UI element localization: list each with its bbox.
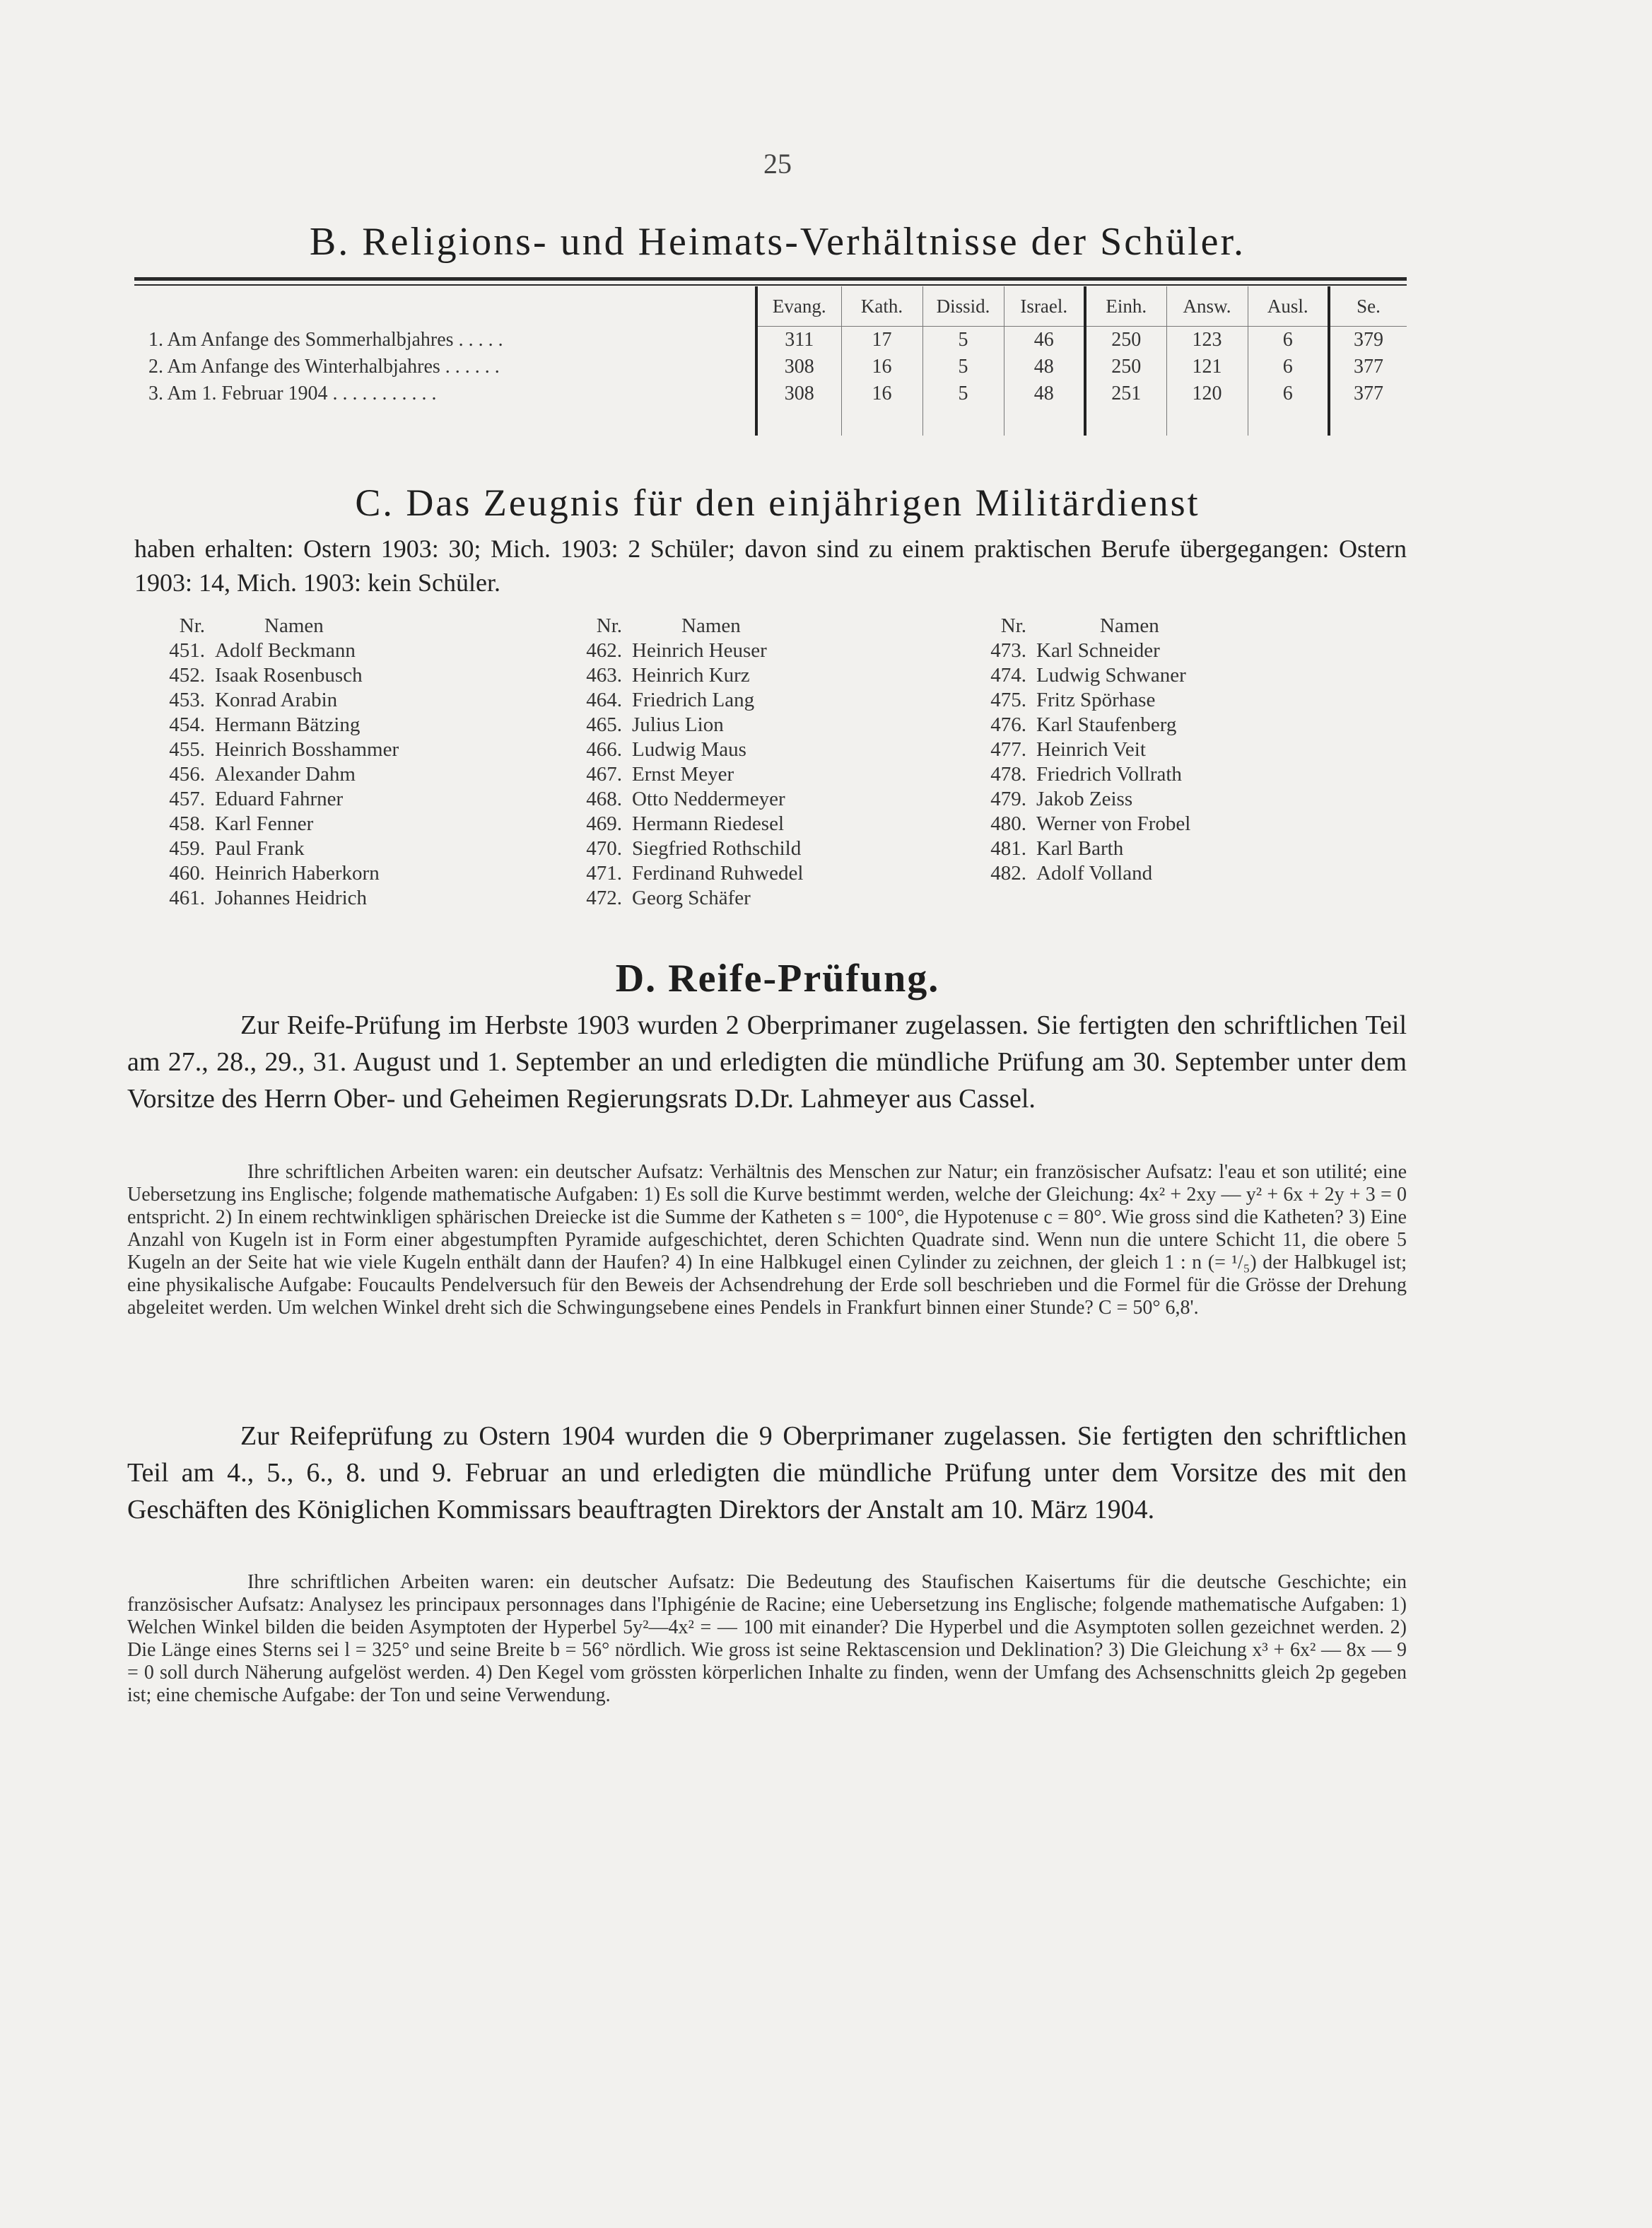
item-nr: 470. [586, 837, 622, 860]
table-header-blank [134, 286, 756, 327]
row-label: 3. Am 1. Februar 1904 . . . . . . . . . . . [148, 383, 437, 404]
section-d-paragraph-2 [127, 1418, 1407, 1528]
table-cell: 5 [922, 380, 1004, 407]
page-number: 25 [763, 148, 792, 180]
table-cell: 46 [1004, 327, 1085, 354]
header-nr: Nr. [1000, 614, 1026, 637]
list-item [558, 663, 803, 688]
table-cell: 250 [1085, 327, 1166, 354]
section-b-title: B. Religions- und Heimats-Verhältnisse der Schüler. [309, 220, 1246, 264]
table-cell: 5 [922, 327, 1004, 354]
item-nr: 469. [586, 812, 622, 835]
list-item [141, 688, 399, 713]
item-name: Julius Lion [632, 713, 724, 736]
section-d-small-text-2 [127, 1571, 1407, 1707]
list-item [963, 836, 1190, 861]
table-header-cell: Kath. [841, 286, 922, 327]
table-header-cell: Answ. [1166, 286, 1248, 327]
list-item [141, 638, 399, 663]
table-header-cell: Evang. [756, 286, 841, 327]
list-item [558, 787, 803, 812]
item-name: Heinrich Kurz [632, 664, 750, 687]
section-d-paragraph-1 [127, 1007, 1407, 1117]
list-item [963, 762, 1190, 787]
item-nr: 456. [169, 763, 205, 786]
table-cell: 308 [756, 354, 841, 380]
list-item [963, 737, 1190, 762]
table-cell: 308 [756, 380, 841, 407]
item-name: Paul Frank [215, 837, 305, 860]
item-name: Adolf Volland [1036, 862, 1153, 885]
item-name: Karl Fenner [215, 812, 314, 835]
item-name: Ferdinand Ruhwedel [632, 862, 804, 885]
list-item [558, 836, 803, 861]
religion-statistics-table [134, 286, 1407, 436]
item-name: Eduard Fahrner [215, 788, 344, 810]
row-label: 1. Am Anfange des Sommerhalbjahres . . . . . [148, 328, 503, 351]
list-item [963, 787, 1190, 812]
item-nr: 462. [586, 639, 622, 662]
paragraph-text: Zur Reife-Prüfung im Herbste 1903 wurden 2 Oberprimaner zugelassen. Sie fertigten den schriftlichen Teil am 27., 28., 29., 31. August und 1. September an und erledigten die mündliche Prüfung am 30. September unter dem Vorsitze des Herrn Ober- und Geheimen Regierungsrats D.Dr. Lahmeyer aus Cassel. [127, 1010, 1407, 1114]
name-column-2 [558, 614, 803, 911]
list-item [141, 836, 399, 861]
header-name: Namen [681, 614, 741, 637]
item-nr: 465. [586, 713, 622, 736]
list-item [558, 688, 803, 713]
table-cell: 5 [922, 354, 1004, 380]
table-cell: 120 [1166, 380, 1248, 407]
list-item [558, 638, 803, 663]
header-name: Namen [1100, 614, 1159, 637]
item-name: Werner von Frobel [1036, 812, 1191, 835]
header-nr: Nr. [596, 614, 622, 637]
item-name: Heinrich Bosshammer [215, 738, 399, 761]
list-item [558, 812, 803, 836]
row-label: 2. Am Anfange des Winterhalbjahres . . . . . . [148, 356, 500, 378]
item-name: Heinrich Heuser [632, 639, 767, 662]
list-item [141, 886, 399, 911]
item-name: Isaak Rosenbusch [215, 664, 363, 687]
table-header-row [134, 286, 1407, 327]
item-nr: 461. [169, 887, 205, 909]
table-header-cell: Se. [1329, 286, 1407, 327]
item-nr: 455. [169, 738, 205, 761]
table-cell: 17 [841, 327, 922, 354]
item-name: Ernst Meyer [632, 763, 734, 786]
list-item [141, 762, 399, 787]
list-item [963, 861, 1190, 886]
table-spacer-row [134, 407, 1407, 436]
list-item [141, 713, 399, 737]
name-column-1 [141, 614, 399, 911]
item-name: Ludwig Schwaner [1036, 664, 1186, 687]
item-name: Heinrich Veit [1036, 738, 1146, 761]
table-cell: 377 [1329, 354, 1407, 380]
table-cell: 379 [1329, 327, 1407, 354]
item-nr: 458. [169, 812, 205, 835]
list-item [558, 737, 803, 762]
section-d-title: D. Reife-Prüfung. [615, 957, 940, 1001]
item-nr: 459. [169, 837, 205, 860]
list-item [558, 762, 803, 787]
table-row [134, 354, 1407, 380]
top-rule-thin [134, 284, 1407, 286]
table-cell: 123 [1166, 327, 1248, 354]
item-nr: 463. [586, 664, 622, 687]
table-header-cell: Ausl. [1248, 286, 1329, 327]
list-item [558, 713, 803, 737]
item-nr: 453. [169, 689, 205, 711]
item-name: Johannes Heidrich [215, 887, 368, 909]
table-cell: 250 [1085, 354, 1166, 380]
item-name: Heinrich Haberkorn [215, 862, 380, 885]
table-header-cell: Einh. [1085, 286, 1166, 327]
list-item [141, 787, 399, 812]
table-cell: 48 [1004, 354, 1085, 380]
item-nr: 480. [990, 812, 1026, 835]
item-nr: 452. [169, 664, 205, 687]
item-nr: 482. [990, 862, 1026, 885]
item-nr: 476. [990, 713, 1026, 736]
table-cell: 6 [1248, 380, 1329, 407]
item-name: Karl Barth [1036, 837, 1124, 860]
item-nr: 472. [586, 887, 622, 909]
header-nr: Nr. [179, 614, 205, 637]
item-nr: 466. [586, 738, 622, 761]
list-item [141, 812, 399, 836]
header-name: Namen [264, 614, 324, 637]
paragraph-text: Zur Reifeprüfung zu Ostern 1904 wurden die 9 Oberprimaner zugelassen. Sie fertigten den schriftlichen Teil am 4., 5., 6., 8. und 9. Februar an und erledigten die mündliche Prüfung unter dem Vorsitze des mit den Geschäften des Königlichen Kommissars beauftragten Direktors der Anstalt am 10. März 1904. [127, 1421, 1407, 1524]
table-cell: 6 [1248, 327, 1329, 354]
item-nr: 479. [990, 788, 1026, 810]
item-name: Adolf Beckmann [215, 639, 356, 662]
item-nr: 471. [586, 862, 622, 885]
list-item [963, 688, 1190, 713]
item-nr: 468. [586, 788, 622, 810]
item-nr: 457. [169, 788, 205, 810]
item-name: Otto Neddermeyer [632, 788, 785, 810]
item-nr: 475. [990, 689, 1026, 711]
item-nr: 477. [990, 738, 1026, 761]
item-nr: 481. [990, 837, 1026, 860]
item-nr: 478. [990, 763, 1026, 786]
list-item [963, 713, 1190, 737]
item-name: Alexander Dahm [215, 763, 356, 786]
item-name: Ludwig Maus [632, 738, 746, 761]
item-name: Konrad Arabin [215, 689, 338, 711]
item-name: Karl Schneider [1036, 639, 1160, 662]
item-name: Friedrich Lang [632, 689, 755, 711]
item-nr: 473. [990, 639, 1026, 662]
section-c-intro: haben erhalten: Ostern 1903: 30; Mich. 1903: 2 Schüler; davon sind zu einem praktischen Berufe übergegangen: Ostern 1903: 14, Mich. 1903: kein Schüler. [134, 535, 1407, 597]
table-cell: 16 [841, 380, 922, 407]
paragraph-text: Ihre schriftlichen Arbeiten waren: ein deutscher Aufsatz: Verhältnis des Menschen zur Natur; ein französischer Aufsatz: l'eau et son utilité; eine Uebersetzung ins Englische; folgende mathematische Aufgaben: 1) Es soll die Kurve bestimmt werden, welche der Gleichung: 4x² + 2xy — y² + 6x + 2y + 3 = 0 entspricht. 2) In einem rechtwinkligen sphärischen Dreiecke ist die Summe der Katheten s = 100°, die Hypotenuse c = 80°. Wie gross sind die Katheten? 3) Eine Anzahl von Kugeln ist in Form einer abgestumpften Pyramide aufgeschichtet, deren Schichten Quadrate sind. Wenn nun die untere Schicht 11, die obere 5 Kugeln an der Seite hat wie viele Kugeln enthält dann der Haufen? 4) In eine Halbkugel einen Cylinder zu zeichnen, der gleich 1 : n (= ¹/₅) der Halbkugel ist; eine physikalische Aufgabe: Foucaults Pendelversuch für den Beweis der Achsendrehung der Erde soll beschrieben und die Formel für die Grösse der Drehung abgeleitet werden. Um welchen Winkel dreht sich die Schwingungsebene eines Pendels in Frankfurt binnen einer Stunde? C = 50° 6,8'. [127, 1161, 1407, 1319]
item-name: Siegfried Rothschild [632, 837, 802, 860]
table-cell: 121 [1166, 354, 1248, 380]
table-cell: 311 [756, 327, 841, 354]
table-cell: 6 [1248, 354, 1329, 380]
item-nr: 467. [586, 763, 622, 786]
item-nr: 464. [586, 689, 622, 711]
item-name: Karl Staufenberg [1036, 713, 1177, 736]
list-item [558, 861, 803, 886]
list-item [141, 861, 399, 886]
section-c-title: C. Das Zeugnis für den einjährigen Militärdienst [355, 482, 1200, 524]
table-cell: 48 [1004, 380, 1085, 407]
table-row [134, 327, 1407, 354]
paragraph-text: Ihre schriftlichen Arbeiten waren: ein deutscher Aufsatz: Die Bedeutung des Staufischen Kaisertums für die deutsche Geschichte; ein französischer Aufsatz: Analysez les principaux personnages dans l'Iphigénie de Racine; eine Uebersetzung ins Englische; folgende mathematische Aufgaben: 1) Welchen Winkel bilden die beiden Asymptoten der Hyperbel 5y²—4x² = — 100 mit einander? Die Hyperbel und die Asymptoten sollen gezeichnet werden. 2) Die Länge eines Sterns sei l = 325° und seine Breite b = 56° nördlich. Wie gross ist seine Rektascension und Deklination? 3) Die Gleichung x³ + 6x² — 8x — 9 = 0 soll durch Näherung aufgelöst werden. 4) Den Kegel vom grössten körperlichen Inhalte zu finden, wenn der Umfang des Achsenschnitts gleich 2p gegeben ist; eine chemische Aufgabe: der Ton und seine Verwendung. [127, 1571, 1407, 1706]
table-header-cell: Dissid. [922, 286, 1004, 327]
table-cell: 251 [1085, 380, 1166, 407]
item-name: Jakob Zeiss [1036, 788, 1133, 810]
item-name: Friedrich Vollrath [1036, 763, 1182, 786]
table-header-cell: Israel. [1004, 286, 1085, 327]
item-nr: 451. [169, 639, 205, 662]
list-item [963, 812, 1190, 836]
item-name: Georg Schäfer [632, 887, 751, 909]
list-item [141, 737, 399, 762]
section-d-small-text-1 [127, 1161, 1407, 1319]
item-nr: 454. [169, 713, 205, 736]
table-cell: 16 [841, 354, 922, 380]
item-name: Hermann Riedesel [632, 812, 785, 835]
top-rule [134, 277, 1407, 281]
name-column-header [558, 614, 803, 638]
name-column-header [141, 614, 399, 638]
item-nr: 460. [169, 862, 205, 885]
item-nr: 474. [990, 664, 1026, 687]
list-item [141, 663, 399, 688]
table-cell: 377 [1329, 380, 1407, 407]
table-row [134, 380, 1407, 407]
name-column-3 [963, 614, 1190, 886]
list-item [963, 638, 1190, 663]
list-item [963, 663, 1190, 688]
list-item [558, 886, 803, 911]
name-column-header [963, 614, 1190, 638]
item-name: Hermann Bätzing [215, 713, 361, 736]
item-name: Fritz Spörhase [1036, 689, 1156, 711]
